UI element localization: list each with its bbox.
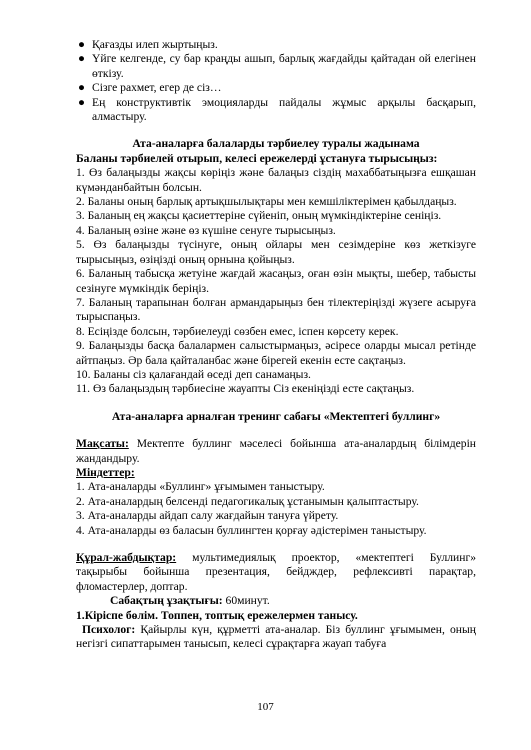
psychologist-text xyxy=(76,623,476,652)
memo-title: Ата-аналарға балаларды тәрбиелеу туралы жадынама xyxy=(132,137,420,151)
goal-label: Мақсаты: xyxy=(76,437,129,451)
page-number: 107 xyxy=(257,701,274,713)
memo-item: 11. Өз балаңыздың тәрбиесіне жауапты Сіз екеніңізді есте сақтаңыз. xyxy=(76,382,415,396)
bullet-icon: ● xyxy=(78,52,86,66)
task-item: 3. Ата-аналарды айдап салу жағдайын тануға үйрету. xyxy=(76,509,339,523)
bullet-icon: ● xyxy=(78,95,86,109)
equipment xyxy=(76,551,476,594)
intro-heading: 1.Кіріспе бөлім. Топпен, топтық ережелермен танысу. xyxy=(76,608,358,622)
bullet-icon: ● xyxy=(78,38,86,51)
memo-item: 4. Баланың өзіне және өз күшіне сенуге тырысыңыз. xyxy=(76,223,336,237)
duration-value: 60минут. xyxy=(222,594,270,608)
bullet-item: ● Қағазды илеп жыртыңыз. xyxy=(78,38,218,51)
memo-item: 8. Есіңізде болсын, тәрбиелеуді сөзбен емес, іспен көрсету керек. xyxy=(76,324,399,338)
memo-item: 1. Өз балаңызды жақсы көріңіз және балаңыз сіздің махаббатыңызға ешқашан күмәнданбайтын болсын. xyxy=(76,166,476,194)
equipment-label: Құрал-жабдықтар: xyxy=(76,551,177,564)
training-title: Ата-аналарға арналған тренинг сабағы «Мектептегі буллинг» xyxy=(111,409,441,423)
memo-item: 10. Баланы сіз қалағандай өседі деп санамаңыз. xyxy=(76,367,311,381)
memo-item: 2. Баланы оның барлық артықшылықтары мен кемшіліктерімен қабылдаңыз. xyxy=(76,195,457,209)
tasks-label: Міндеттер: xyxy=(76,465,135,479)
memo-list xyxy=(76,166,476,397)
memo-item: 6. Баланың табысқа жетуіне жағдай жасаңыз, оған өзін мықты, шебер, табысты сезінуге мүмкіндік беріңіз. xyxy=(76,267,476,295)
memo-subtitle: Баланы тәрбиелей отырып, келесі ережелерді ұстануға тырысыңыз: xyxy=(76,151,438,165)
memo-item: 3. Баланың ең жақсы қасиеттеріне сүйеніп, оның мүмкіндіктеріне сеніңіз. xyxy=(76,209,442,223)
memo-item: 7. Баланың тарапынан болған армандарыңыз бен тілектеріңізді жүзеге асыруға тырыспаңыз. xyxy=(76,295,476,324)
bullet-icon: ● xyxy=(78,81,86,95)
goal-text: Мектепте буллинг мәселесі бойынша ата-аналардың білімдерін жандандыру. xyxy=(76,437,476,465)
duration-label: Сабақтың ұзақтығы: xyxy=(110,594,223,608)
memo-item: 5. Өз балаңызды түсінуге, оның ойлары мен сезімдеріне көз жеткізуге тырысыңыз, өзіңізді оның орнына қойыңыз. xyxy=(76,238,476,266)
duration xyxy=(76,594,476,608)
psychologist-speech: Қайырлы күн, құрметті ата-аналар. Біз буллинг ұғымымен, оның негізгі сипаттарымен танысып, келесі сұрақтарға жауап табуға xyxy=(76,623,476,651)
psychologist-label: Психолог: xyxy=(82,623,136,637)
tips-bullet-list xyxy=(76,38,476,124)
task-item: 2. Ата-аналардың белсенді педагогикалық ұстанымын қалыптастыру. xyxy=(76,494,419,508)
page-content xyxy=(76,38,476,652)
bullet-item: ● Үйге келгенде, су бар краңды ашып, барлық жағдайды қайтадан ой елегінен өткізу. xyxy=(78,52,476,80)
bullet-item: ● Сізге рахмет, егер де сіз… xyxy=(78,81,222,95)
equipment-text: мультимедиялық проектор, «мектептегі Буллинг» тақырыбы бойынша презентация, бейдждер, рефлексивті парақтар, фломастерлер, доптар. xyxy=(76,551,476,593)
task-item: 4. Ата-аналарды өз баласын буллингтен қорғау әдістерімен таныстыру. xyxy=(76,523,427,537)
tasks-list xyxy=(76,480,476,538)
task-item: 1. Ата-аналарды «Буллинг» ұғымымен таныстыру. xyxy=(76,480,325,494)
training-goal xyxy=(76,437,476,466)
memo-item: 9. Балаңызды басқа балалармен салыстырмаңыз, әсіресе оларды мысал ретінде айтпаңыз. Әр бала қайталанбас және бірегей екенін есте сақтаңыз. xyxy=(76,339,476,367)
bullet-item: ● Ең конструктивтік эмоцияларды пайдалы жұмыс арқылы басқарып, алмастыру. xyxy=(78,95,476,124)
